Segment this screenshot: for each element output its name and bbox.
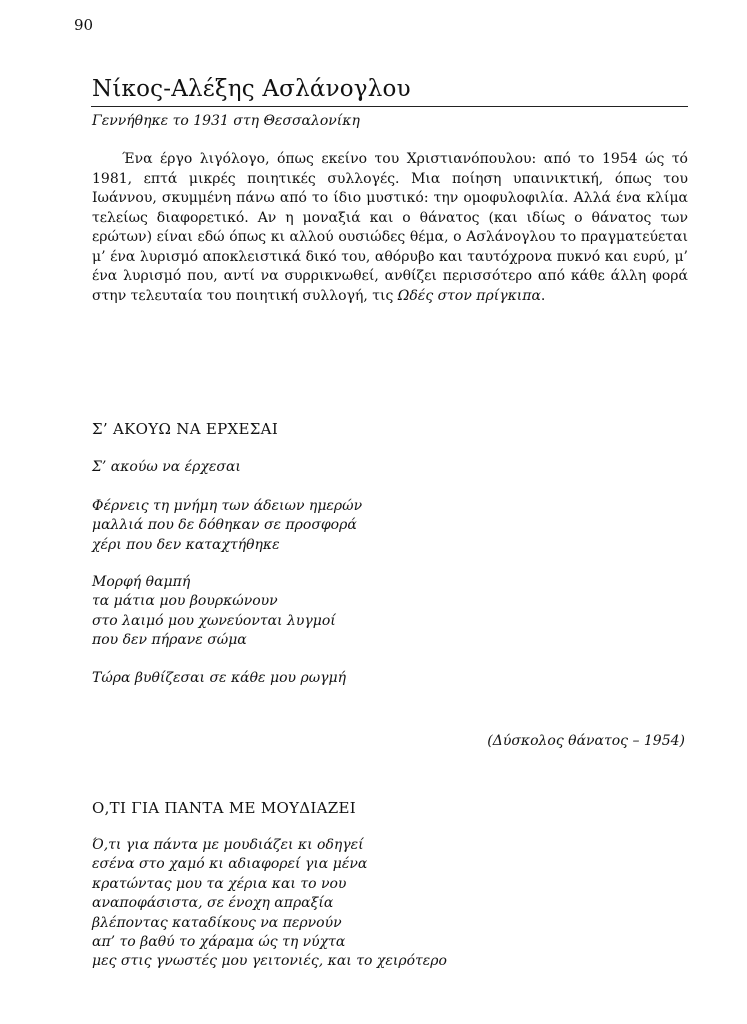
poem-line: στο λαιμό μου χωνεύονται λυγμοί: [92, 612, 336, 629]
poem1-stanza-3: [92, 573, 336, 651]
poem1-stanza-2: [92, 497, 362, 555]
poem-line: αναποφάσιστα, σε ένοχη απραξία: [92, 895, 334, 912]
bio-text: Ένα έργο λιγόλογο, όπως εκείνο του Χριστιανόπουλου: από το 1954 ώς τό 1981, επτά μικρές ποιητικές συλλογές. Μια ποίηση υπαινικτική, όπως του Ιωάννου, σκυμμένη πάνω από το ίδιο μυστικό: την ομοφυλοφιλία. Αλλά ένα κλίμα τελείως διαφορετικό. Αν η μοναξιά και ο θάνατος (και ιδίως ο θάνατος των ερώτων) είναι εδώ όπως κι αλλού ουσιώδες θέμα, ο Ασλάνογλου το πραγματεύεται μ’ ένα λυρισμό αποκλειστικά δικό του, αθόρυβο και ταυτόχρονα πυκνό και ευρύ, μ’ ένα λυρισμό που, αντί να συρρικνωθεί, ανθίζει περισσότερο από κάθε άλλη φορά στην τελευταία του ποιητική συλλογή, τις: [92, 151, 688, 304]
poem-line: Ό,τι για πάντα με μουδιάζει κι οδηγεί: [92, 837, 364, 853]
poem-line: μαλλιά που δε δόθηκαν σε προσφορά: [92, 517, 357, 534]
birth-info: Γεννήθηκε το 1931 στη Θεσσαλονίκη: [92, 113, 360, 129]
poem-line: χέρι που δεν καταχτήθηκε: [92, 536, 280, 553]
poem-line: απ’ το βαθύ το χάραμα ώς τη νύχτα: [92, 934, 346, 951]
bio-book-title: Ωδές στον πρίγκιπα: [397, 287, 541, 304]
page-number: 90: [74, 16, 94, 34]
poem1-stanza-1: [92, 458, 241, 477]
poem-line: Φέρνεις τη μνήμη των άδειων ημερών: [92, 498, 363, 514]
author-name: Νίκος-Αλέξης Ασλάνογλου: [92, 76, 411, 102]
poem-line: που δεν πήρανε σώμα: [92, 632, 247, 649]
poem-line: Μορφή θαμπή: [92, 574, 191, 590]
title-rule: [91, 106, 688, 107]
author-biography: [92, 150, 688, 306]
poem2-stanza-1: [92, 836, 447, 972]
poem-title-2: Ο,ΤΙ ΓΙΑ ΠΑΝΤΑ ΜΕ ΜΟΥΔΙΑΖΕΙ: [92, 799, 356, 817]
poem1-stanza-4: [92, 669, 346, 688]
poem-line: βλέποντας καταδίκους να περνούν: [92, 914, 342, 931]
poem-title-1: Σ’ ΑΚΟΥΩ ΝΑ ΕΡΧΕΣΑΙ: [92, 420, 279, 438]
poem1-source: (Δύσκολος θάνατος – 1954): [487, 733, 685, 749]
poem-line: μες στις γνωστές μου γειτονιές, και το χειρότερο: [92, 953, 447, 970]
poem-line: κρατώντας μου τα χέρια και το νου: [92, 875, 347, 892]
poem-line: Τώρα βυθίζεσαι σε κάθε μου ρωγμή: [92, 670, 346, 686]
poem-line: τα μάτια μου βουρκώνουν: [92, 593, 278, 610]
poem-line: Σ’ ακούω να έρχεσαι: [92, 459, 241, 475]
bio-end: .: [540, 287, 546, 304]
poem-line: εσένα στο χαμό κι αδιαφορεί για μένα: [92, 856, 368, 873]
